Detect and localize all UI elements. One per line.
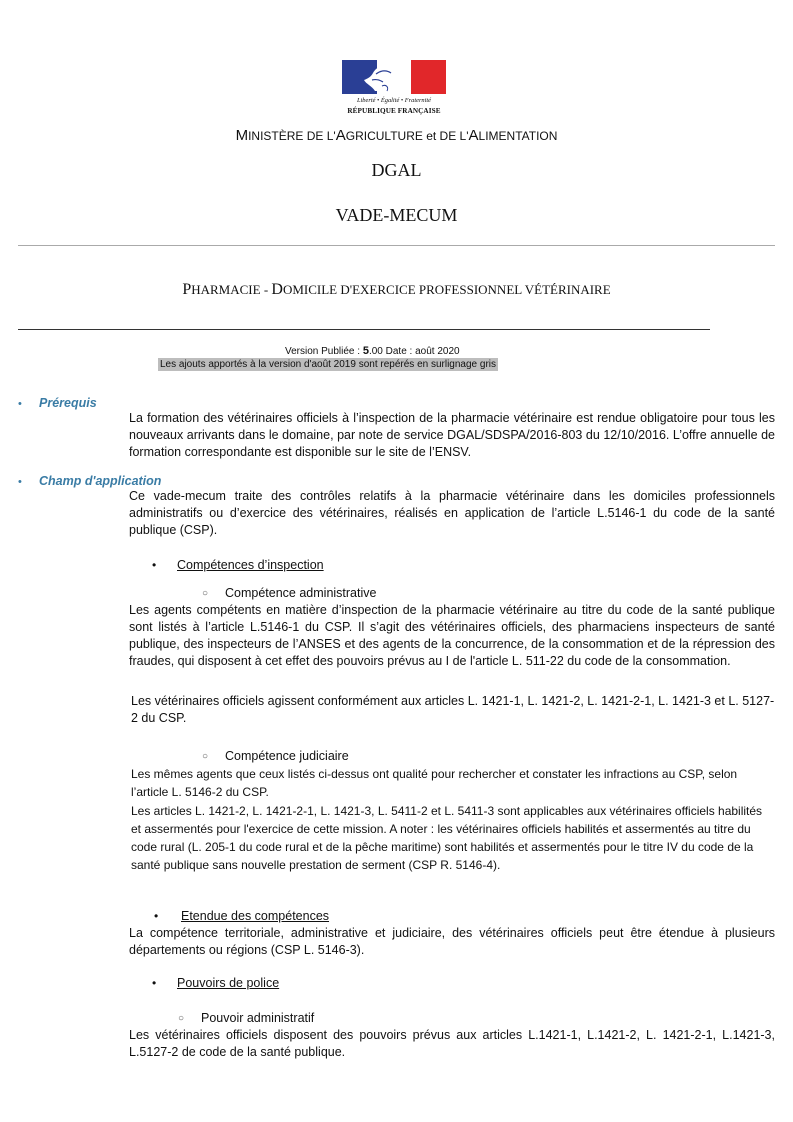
competence-judiciaire-text-2: Les articles L. 1421-2, L. 1421-2-1, L. 1421-3, L. 5411-2 et L. 5411-3 sont applicables aux vétérinaires officiels habilités et assermentés pour l'exercice de cette mission. A noter : les vétérinaires officiels habilités et assermentés au titre du code rural (L. 205-1 du code rural et de la pêche maritime) sont habilités et assermentés pour le titre IV du code de la santé publique sans nouvelle prestation de serment (CSP R. 5146-4). — [131, 804, 763, 872]
etendue-text: La compétence territoriale, administrative et judiciaire, des vétérinaires officiels peut être étendue à plusieurs départements ou régions (CSP L. 5146-3). — [129, 926, 775, 957]
bullet-icon: • — [152, 976, 157, 990]
title-divider — [18, 329, 710, 330]
competence-judiciaire-text: Les mêmes agents que ceux listés ci-dessus ont qualité pour rechercher et constater les infractions au CSP, selon l’article L. 5146-2 du CSP. — [131, 767, 738, 799]
circle-bullet-icon: ○ — [178, 1013, 185, 1024]
marianne-flag-icon — [342, 60, 446, 94]
ministry-name: MINISTÈRE DE L'AGRICULTURE et DE L'ALIMENTATION — [235, 127, 558, 144]
bullet-icon: • — [152, 558, 157, 572]
competence-administrative-text: Les agents compétents en matière d’inspection de la pharmacie vétérinaire au titre du code de la santé publique sont listés à l’article L.5146-1 du CSP. Il s’agit des vétérinaires officiels, des pharmaciens inspecteurs de santé publique, des inspecteurs de l’ANSES et des agents de la concurrence, de la consommation et de la répression des fraudes, qui disposent à cet effet des pouvoirs prévus au I de l'article L. 511-22 du code de la consommation. — [129, 603, 775, 668]
competence-administrative-text-2: Les vétérinaires officiels agissent conformément aux articles L. 1421-1, L. 1421-2, L. 1421-2-1, L. 1421-3 et L. 5127-2 du CSP. — [131, 694, 775, 725]
circle-bullet-icon: ○ — [202, 751, 209, 762]
logo-motto: Liberté • Égalité • Fraternité — [356, 97, 432, 104]
subsection-pouvoirs-police: Pouvoirs de police — [177, 976, 280, 990]
subsubsection-competence-judiciaire: Compétence judiciaire — [225, 749, 349, 763]
dgal-heading: DGAL — [371, 160, 422, 180]
subsubsection-pouvoir-administratif: Pouvoir administratif — [201, 1011, 315, 1025]
bullet-icon: • — [18, 476, 22, 488]
republique-francaise-logo — [342, 60, 446, 120]
highlight-note: Les ajouts apportés à la version d'août 2019 sont repérés en surlignage gris — [160, 359, 497, 370]
section-title-champ: Champ d'application — [39, 474, 162, 488]
circle-bullet-icon: ○ — [202, 588, 209, 599]
bullet-icon: • — [18, 398, 22, 410]
version-info: Version Publiée : 5.00 Date : août 2020 — [285, 345, 460, 357]
pouvoir-administratif-text: Les vétérinaires officiels disposent des pouvoirs prévus aux articles L.1421-1, L.1421-2, L. 1421-2-1, L.1421-3, L.5127-2 de code de la santé publique. — [129, 1028, 775, 1059]
subsubsection-competence-administrative: Compétence administrative — [225, 586, 377, 600]
section-title-prerequis: Prérequis — [39, 396, 97, 410]
subsection-etendue-competences: Etendue des compétences — [181, 909, 330, 923]
header-divider — [18, 245, 775, 246]
champ-text: Ce vade-mecum traite des contrôles relatifs à la pharmacie vétérinaire dans les domiciles professionnels administratifs ou d’exercice des vétérinaires, réalisés en application de l’article L.5146-1 du code de la santé publique (CSP). — [129, 489, 775, 537]
bullet-icon: • — [154, 909, 159, 923]
vademecum-heading: VADE-MECUM — [335, 205, 458, 225]
logo-republique: RÉPUBLIQUE FRANÇAISE — [347, 107, 441, 115]
document-title: PHARMACIE - DOMICILE D'EXERCICE PROFESSIONNEL VÉTÉRINAIRE — [182, 281, 611, 298]
prerequis-text: La formation des vétérinaires officiels à l’inspection de la pharmacie vétérinaire est rendue obligatoire pour tous les nouveaux arrivants dans le domaine, par note de service DGAL/SDSPA/2016-803 du 12/10/2016. L’offre annuelle de formation correspondante est disponible sur le site de l’ENSV. — [129, 411, 775, 459]
subsection-competences-inspection: Compétences d’inspection — [177, 558, 324, 572]
